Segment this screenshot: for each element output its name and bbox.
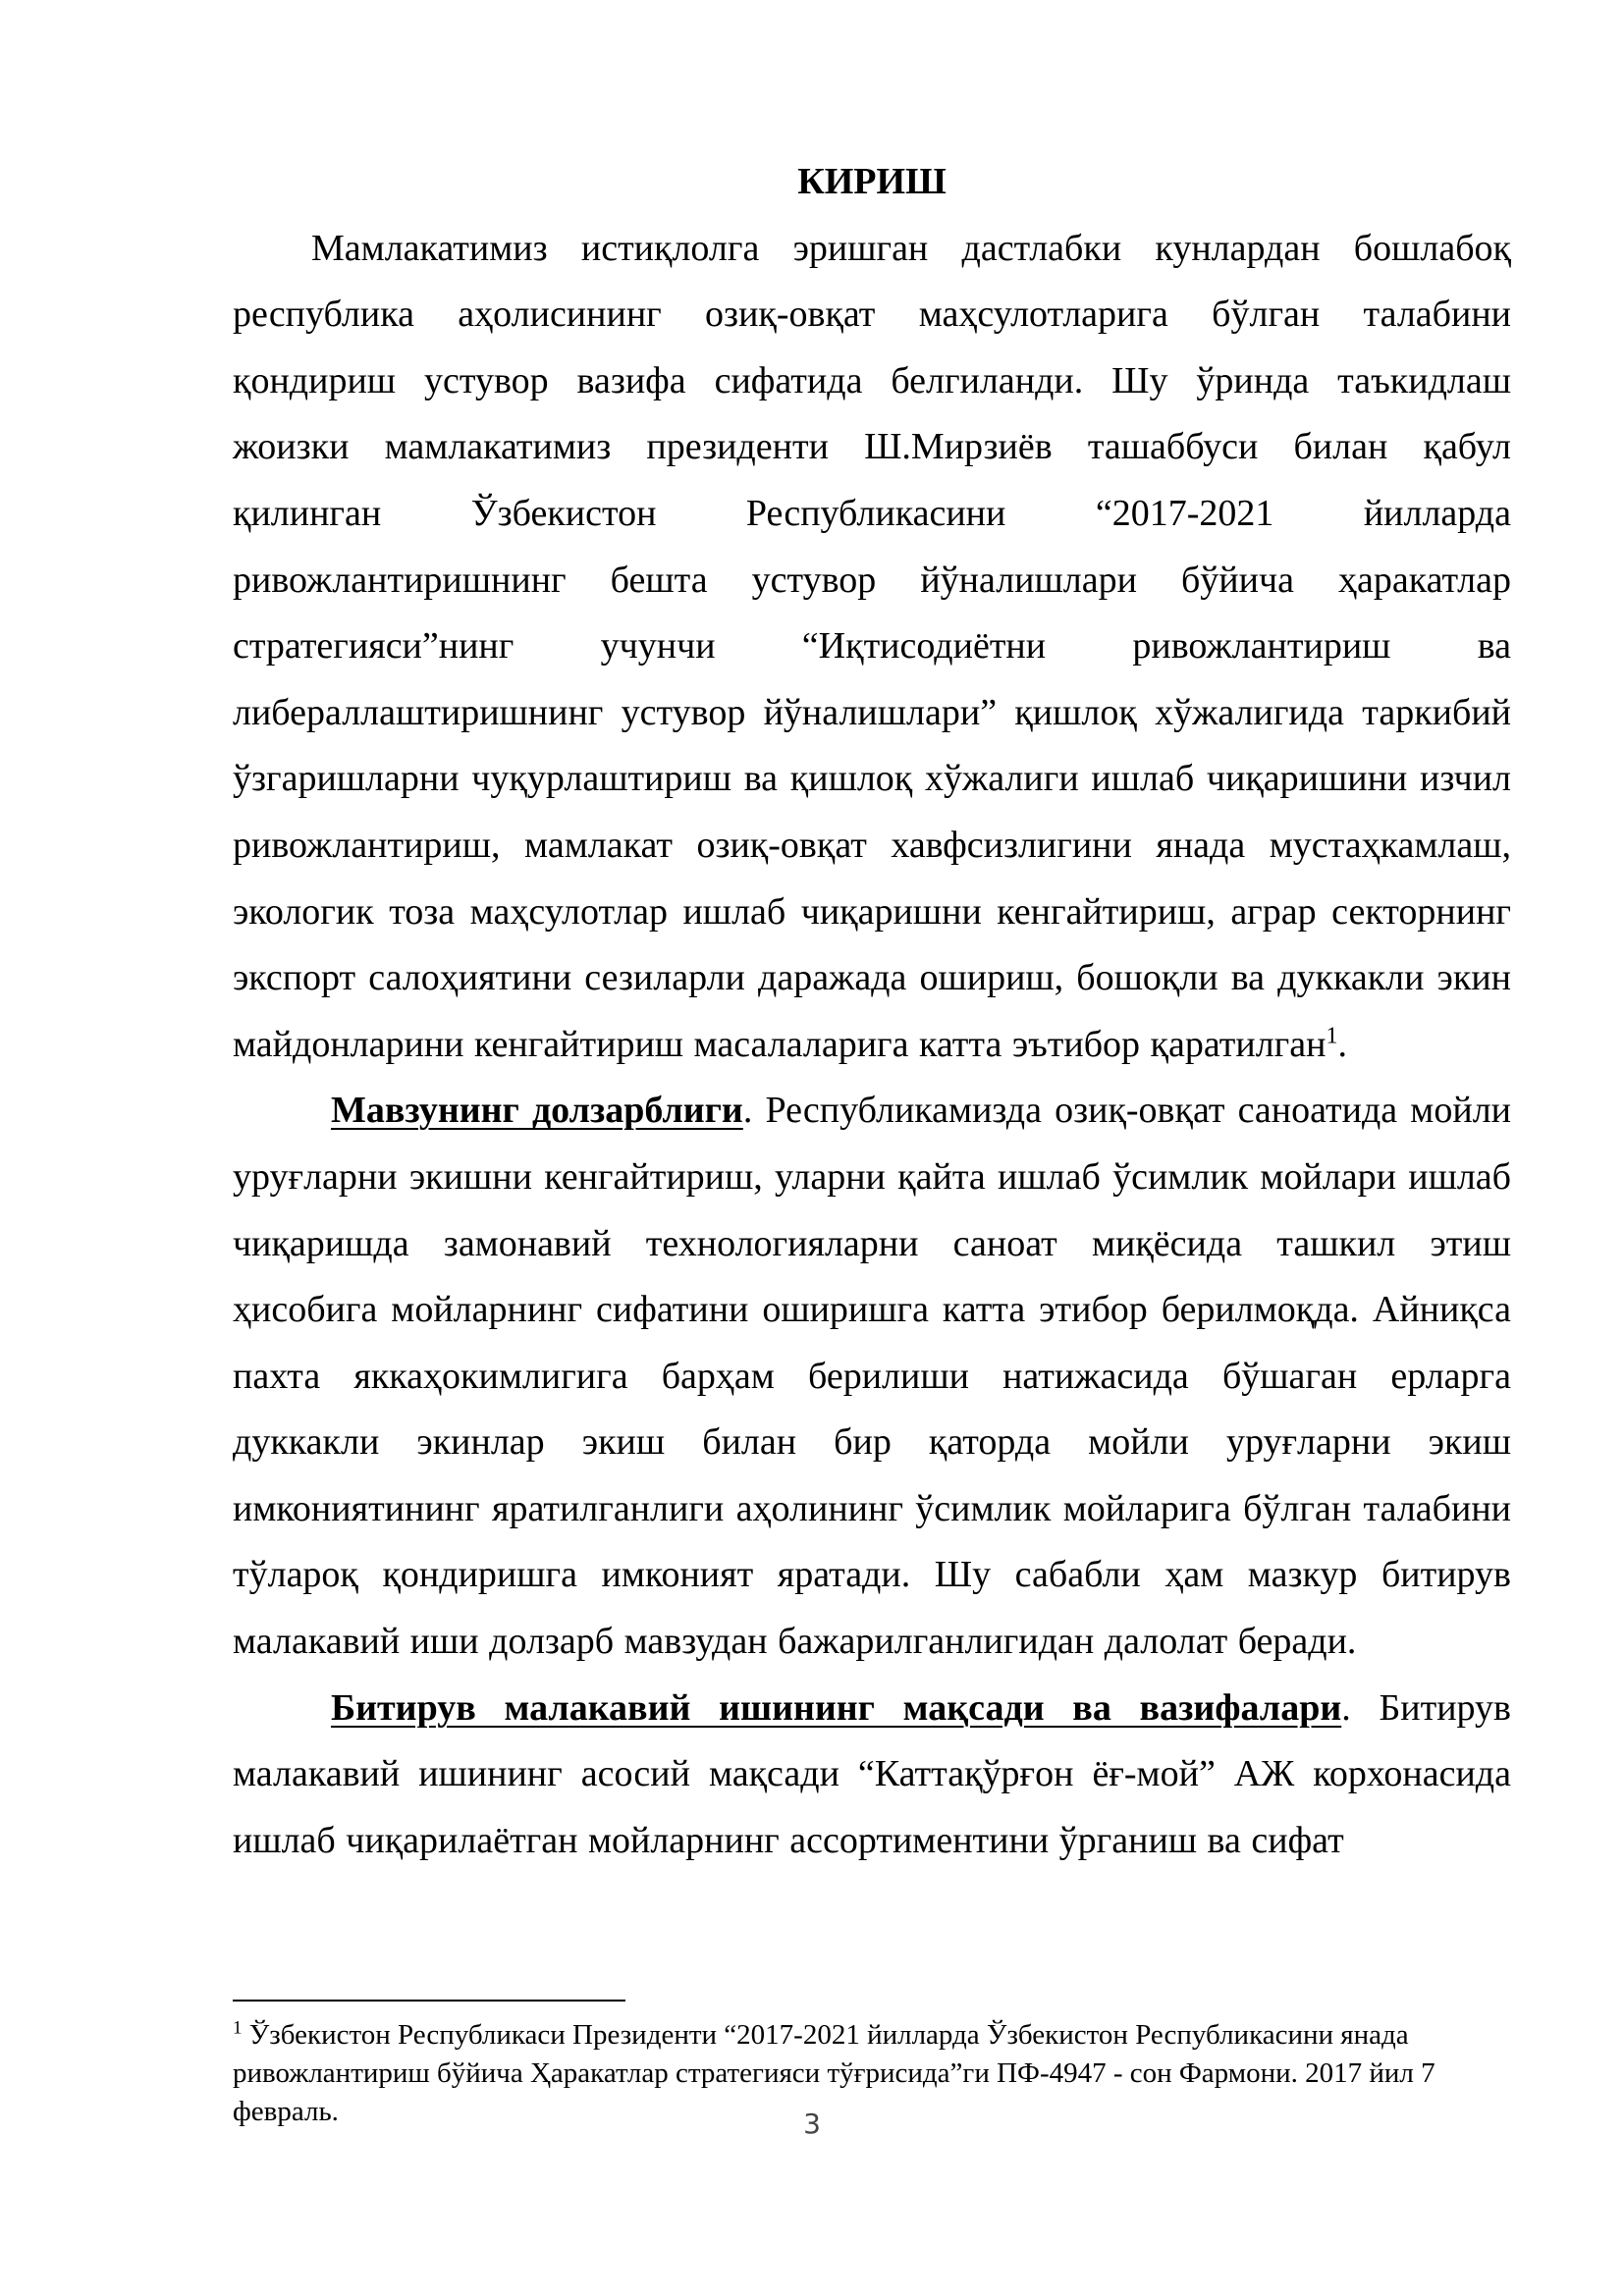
intro-end: . bbox=[1337, 1023, 1347, 1065]
page-number: 3 bbox=[803, 2108, 821, 2140]
relevance-text: Республикамизда озиқ-овқат саноатида мойли уруғларни экишни кенгайтириш, уларни қайта ишлаб ўсимлик мойлари ишлаб чиқаришда замонавий технологияларни саноат миқёсида ташкил этиш ҳисобига мойларнинг сифатини оширишга катта этибор берилмоқда. Айниқса пахта яккаҳокимлигига барҳам берилиши натижасида бўшаган ерларга дуккакли экинлар экиш билан бир қаторда мойли уруғларни экиш имкониятининг яратилганлиги аҳолининг ўсимлик мойларига бўлган талабини тўлароқ қондиришга имконият яратади. Шу сабабли ҳам мазкур битирув малакавий иши долзарб мавзудан бажарилганлигидан далолат беради. bbox=[233, 1090, 1511, 1663]
footnote-number: 1 bbox=[233, 2017, 243, 2039]
relevance-heading-end: . bbox=[742, 1090, 753, 1132]
footnote-separator bbox=[233, 2000, 625, 2002]
goals-text: Битирув малакавий ишининг асосий мақсади “Каттақўрғон ёғ-мой” АЖ корхонасида ишлаб чиқарилаётган мойларнинг ассортиментини ўрганиш ва сифат bbox=[233, 1686, 1511, 1861]
footnote-text: Ўзбекистон Республикаси Президенти “2017-2021 йилларда Ўзбекистон Республикасини янада ривожлантириш бўйича Ҳаракатлар стратегияси тўғрисида”ги ПФ-4947 - сон Фармони. 2017 йил 7 февраль. bbox=[233, 2019, 1435, 2127]
goals-paragraph bbox=[233, 1676, 1511, 1875]
body-text bbox=[233, 149, 1511, 1874]
intro-paragraph bbox=[233, 216, 1511, 1079]
relevance-paragraph bbox=[233, 1078, 1511, 1675]
goals-heading: Битирув малакавий ишининг мақсади ва вазифалари bbox=[331, 1686, 1342, 1729]
footnote-reference[interactable]: 1 bbox=[1326, 1023, 1338, 1049]
relevance-heading: Мавзунинг долзарблиги bbox=[331, 1090, 743, 1132]
goals-heading-end: . bbox=[1341, 1686, 1351, 1729]
page-title: КИРИШ bbox=[797, 161, 947, 202]
intro-text: Мамлакатимиз истиқлолга эришган дастлабки кунлардан бошлабоқ республика аҳолисининг озиқ-овқат маҳсулотларига бўлган талабини қондириш устувор вазифа сифатида белгиланди. Шу ўринда таъкидлаш жоизки мамлакатимиз президенти Ш.Мирзиёв ташаббуси билан қабул қилинган Ўзбекистон Республикасини “2017-2021 йилларда ривожлантиришнинг бешта устувор йўналишлари бўйича ҳаракатлар стратегияси”нинг учунчи “Иқтисодиётни ривожлантириш ва либераллаштиришнинг устувор йўналишлари” қишлоқ хўжалигида таркибий ўзгаришларни чуқурлаштириш ва қишлоқ хўжалиги ишлаб чиқаришини изчил ривожлантириш, мамлакат озиқ-овқат хавфсизлигини янада мустаҳкамлаш, экологик тоза маҳсулотлар ишлаб чиқаришни кенгайтириш, аграр секторнинг экспорт салоҳиятини сезиларли даражада ошириш, бошоқли ва дуккакли экин майдонларини кенгайтириш масалаларига катта эътибор қаратилган bbox=[233, 227, 1511, 1065]
